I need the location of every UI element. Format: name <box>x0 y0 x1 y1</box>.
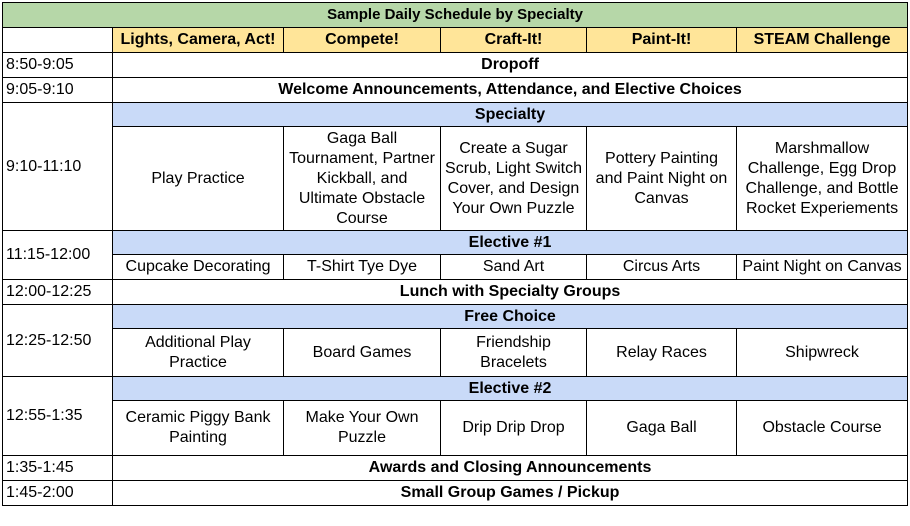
specialty-header-lights-camera-act: Lights, Camera, Act! <box>113 28 284 53</box>
activity-cell: T-Shirt Tye Dye <box>284 255 441 280</box>
lunch-row <box>3 280 908 305</box>
time-cell: 11:15-12:00 <box>3 231 113 280</box>
time-cell: 1:35-1:45 <box>3 456 113 481</box>
elective2-band-row <box>3 377 908 401</box>
free-choice-band-header: Free Choice <box>113 305 908 329</box>
dropoff-activity: Dropoff <box>113 53 908 78</box>
awards-row <box>3 456 908 481</box>
activity-cell: Make Your Own Puzzle <box>284 401 441 456</box>
activity-cell: Ceramic Piggy Bank Painting <box>113 401 284 456</box>
activity-cell: Paint Night on Canvas <box>737 255 908 280</box>
awards-activity: Awards and Closing Announcements <box>113 456 908 481</box>
elective2-activities-row <box>3 401 908 456</box>
title-row <box>3 3 908 28</box>
activity-cell: Circus Arts <box>587 255 737 280</box>
pickup-activity: Small Group Games / Pickup <box>113 481 908 506</box>
activity-cell: Gaga Ball <box>587 401 737 456</box>
specialty-activities-row <box>3 127 908 231</box>
activity-cell: Play Practice <box>113 127 284 231</box>
specialty-band-row <box>3 103 908 127</box>
activity-cell: Additional Play Practice <box>113 329 284 377</box>
activity-cell: Sand Art <box>441 255 587 280</box>
elective2-band-header: Elective #2 <box>113 377 908 401</box>
free-choice-band-row <box>3 305 908 329</box>
elective1-band-header: Elective #1 <box>113 231 908 255</box>
welcome-activity: Welcome Announcements, Attendance, and Elective Choices <box>113 78 908 103</box>
activity-cell: Relay Races <box>587 329 737 377</box>
free-choice-activities-row <box>3 329 908 377</box>
activity-cell: Board Games <box>284 329 441 377</box>
activity-cell: Shipwreck <box>737 329 908 377</box>
specialty-band-header: Specialty <box>113 103 908 127</box>
specialty-header-paint-it: Paint-It! <box>587 28 737 53</box>
elective1-band-row <box>3 231 908 255</box>
blank-header-cell <box>3 28 113 53</box>
schedule-table <box>2 2 908 506</box>
time-cell: 12:55-1:35 <box>3 377 113 456</box>
activity-cell: Friendship Bracelets <box>441 329 587 377</box>
activity-cell: Obstacle Course <box>737 401 908 456</box>
activity-cell: Pottery Painting and Paint Night on Canvas <box>587 127 737 231</box>
specialty-header-craft-it: Craft-It! <box>441 28 587 53</box>
time-cell: 1:45-2:00 <box>3 481 113 506</box>
welcome-row <box>3 78 908 103</box>
activity-cell: Cupcake Decorating <box>113 255 284 280</box>
elective1-activities-row <box>3 255 908 280</box>
activity-cell: Create a Sugar Scrub, Light Switch Cover, and Design Your Own Puzzle <box>441 127 587 231</box>
specialty-header-steam-challenge: STEAM Challenge <box>737 28 908 53</box>
time-cell: 9:10-11:10 <box>3 103 113 231</box>
dropoff-row <box>3 53 908 78</box>
time-cell: 9:05-9:10 <box>3 78 113 103</box>
lunch-activity: Lunch with Specialty Groups <box>113 280 908 305</box>
time-cell: 8:50-9:05 <box>3 53 113 78</box>
schedule-title: Sample Daily Schedule by Specialty <box>3 3 908 28</box>
activity-cell: Gaga Ball Tournament, Partner Kickball, and Ultimate Obstacle Course <box>284 127 441 231</box>
specialty-header-compete: Compete! <box>284 28 441 53</box>
pickup-row <box>3 481 908 506</box>
time-cell: 12:00-12:25 <box>3 280 113 305</box>
specialty-header-row <box>3 28 908 53</box>
time-cell: 12:25-12:50 <box>3 305 113 377</box>
activity-cell: Marshmallow Challenge, Egg Drop Challenge, and Bottle Rocket Experiements <box>737 127 908 231</box>
activity-cell: Drip Drip Drop <box>441 401 587 456</box>
